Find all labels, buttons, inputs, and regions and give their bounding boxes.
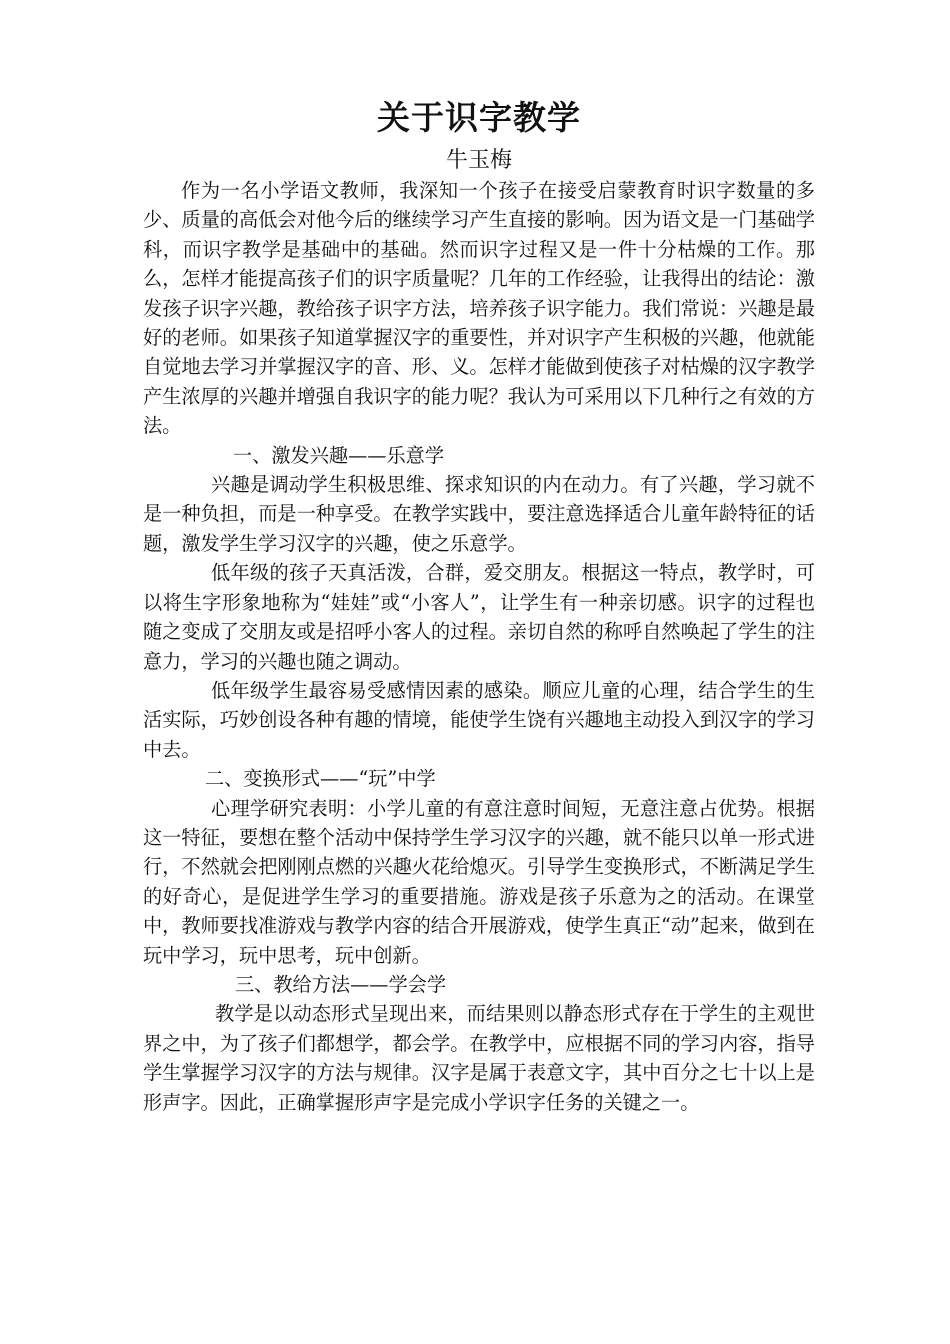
document-title: 关于识字教学 [377,98,581,137]
section-3-paragraph-1: 教学是以动态形式呈现出来，而结果则以静态形式存在于学生的主观世界之中，为了孩子们都想学，都会学。在教学中，应根据不同的学习内容，指导学生掌握学习汉字的方法与规律。汉字是属于表意文字，其中百分之七十以上是形声字。因此，正确掌握形声字是完成小学识字任务的关键之一。 [143,1002,815,1114]
document-author: 牛玉梅 [445,148,512,173]
section-1-paragraph-3: 低年级学生最容易受感情因素的感染。顺应儿童的心理，结合学生的生活实际，巧妙创设各种有趣的情境，能使学生饶有兴趣地主动投入到汉字的学习中去。 [143,678,815,761]
section-1-heading: 一、激发兴趣——乐意学 [233,443,445,467]
section-3-heading: 三、教给方法——学会学 [235,972,447,996]
document-page [143,96,815,1117]
section-1-paragraph-2: 低年级的孩子天真活泼，合群，爱交朋友。根据这一特点，教学时，可以将生字形象地称为“娃娃”或“小客人”，让学生有一种亲切感。识字的过程也随之变成了交朋友或是招呼小客人的过程。亲切自然的称呼自然唤起了学生的注意力，学习的兴趣也随之调动。 [143,561,815,673]
section-2-heading: 二、变换形式——“玩”中学 [205,767,436,791]
section-2-paragraph-1: 心理学研究表明：小学儿童的有意注意时间短，无意注意占优势。根据这一特征，要想在整个活动中保持学生学习汉字的兴趣，就不能只以单一形式进行，不然就会把刚刚点燃的兴趣火花给熄灭。引导学生变换形式，不断满足学生的好奇心，是促进学生学习的重要措施。游戏是孩子乐意为之的活动。在课堂中，教师要找准游戏与教学内容的结合开展游戏，使学生真正“动”起来，做到在玩中学习，玩中思考，玩中创新。 [143,796,815,967]
intro-paragraph: 作为一名小学语文教师，我深知一个孩子在接受启蒙教育时识字数量的多少、质量的高低会对他今后的继续学习产生直接的影响。因为语文是一门基础学科，而识字教学是基础中的基础。然而识字过程又是一件十分枯燥的工作。那么，怎样才能提高孩子们的识字质量呢？几年的工作经验，让我得出的结论：激发孩子识字兴趣，教给孩子识字方法，培养孩子识字能力。我们常说：兴趣是最好的老师。如果孩子知道掌握汉字的重要性，并对识字产生积极的兴趣，他就能自觉地去学习并掌握汉字的音、形、义。怎样才能做到使孩子对枯燥的汉字教学产生浓厚的兴趣并增强自我识字的能力呢？我认为可采用以下几种行之有效的方法。 [143,179,815,438]
section-1-paragraph-1: 兴趣是调动学生积极思维、探求知识的内在动力。有了兴趣，学习就不是一种负担，而是一种享受。在教学实践中，要注意选择适合儿童年龄特征的话题，激发学生学习汉字的兴趣，使之乐意学。 [143,473,815,555]
